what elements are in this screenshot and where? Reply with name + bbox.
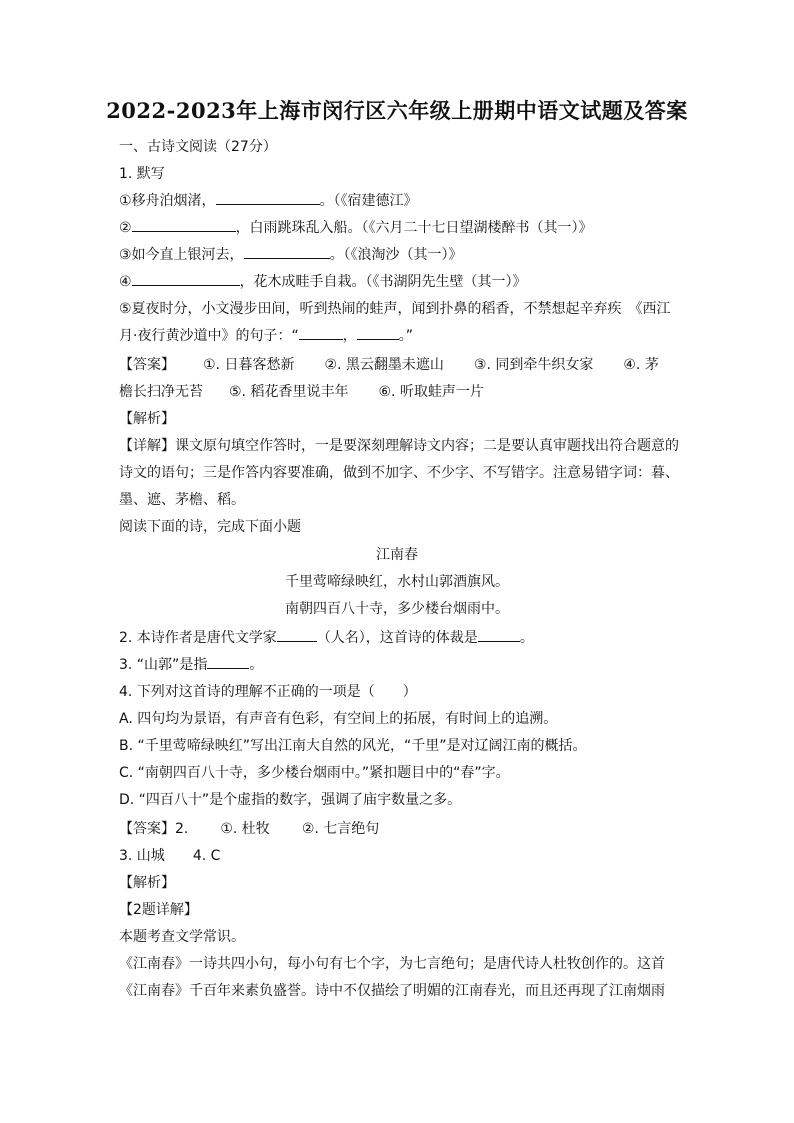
answer-blank: [207, 653, 249, 669]
question-4-option-d: D. “四百八十”是个虚指的数字，强调了庙宇数量之多。: [119, 792, 462, 808]
question-1-item-3: [119, 242, 679, 268]
answer-blank: [299, 324, 343, 340]
answer-blank: [216, 189, 320, 205]
question-2: [119, 625, 679, 651]
answer-row-2: [119, 379, 679, 405]
detail-paragraph: 诗文的语句；三是作答内容要准确，做到不加字、不少字、不写错字。注意易错字词：暮、: [119, 465, 679, 481]
question-4-option-b: B. “千里莺啼绿映红”写出江南大自然的风光，“千里”是对辽阔江南的概括。: [119, 738, 587, 754]
text-span: ，花木成畦手自栽。（《书湖阴先生壁（其一）》: [239, 274, 527, 290]
question-3: [119, 652, 679, 678]
text-span: 。”: [398, 328, 413, 344]
text-span: 3. “山郭”是指: [119, 657, 208, 673]
text-span: 。: [519, 630, 534, 646]
detail-paragraph: 《江南春》一诗共四小句，每小句有七个字，为七言绝句；是唐代诗人杜牧创作的。这首: [119, 956, 665, 972]
analysis-label: 【解析】: [119, 411, 175, 427]
answer-text: 4. C: [192, 848, 221, 864]
text-span: ，: [342, 328, 357, 344]
answer-row-4: [119, 843, 679, 869]
text-span: 。（《浪淘沙（其一）》: [329, 247, 463, 263]
text-span: ，白雨跳珠乱入船。（《六月二十七日望湖楼醉书（其一）》: [235, 220, 593, 236]
analysis-label: 【解析】: [119, 875, 175, 891]
question-1-item-5: ⑤夏夜时分，小文漫步田间，听到热闹的蛙声，闻到扑鼻的稻香，不禁想起辛弃疾 《西江: [119, 301, 671, 317]
answer-text: 3. 山城: [119, 848, 165, 864]
answer-text: ④. 茅: [623, 357, 659, 373]
answer-blank: [277, 626, 317, 642]
detail-label: 【2题详解】: [119, 902, 198, 918]
text-span: 。（《宿建德江》: [319, 193, 418, 209]
answer-text: ②. 七言绝句: [301, 821, 380, 837]
question-4-option-a: A. 四句均为景语，有声音有色彩，有空间上的拓展，有时间上的追溯。: [119, 711, 558, 727]
detail-paragraph: 《江南春》千百年来素负盛誉。诗中不仅描绘了明媚的江南春光，而且还再现了江南烟雨: [119, 983, 665, 999]
answer-text: ②. 黑云翻墨未遮山: [324, 357, 444, 373]
text-span: ④: [119, 274, 132, 290]
answer-row-1: [119, 352, 679, 378]
question-1-label: 1. 默写: [119, 166, 165, 182]
detail-paragraph: 【详解】课文原句填空作答时，一是要深刻理解诗文内容；二是要认真审题找出符合题意的: [119, 438, 679, 454]
answer-label: 【答案】2.: [119, 821, 189, 837]
text-span: 月·夜行黄沙道中》的句子：“: [119, 328, 299, 344]
question-4-option-c: C. “南朝四百八十寺，多少楼台烟雨中。”紧扣题目中的“春”字。: [119, 765, 510, 781]
answer-text: ③. 同到牵牛织女家: [473, 357, 594, 373]
page-title: 2022-2023年上海市闵行区六年级上册期中语文试题及答案: [106, 98, 688, 123]
section-heading: 一、古诗文阅读（27分）: [119, 139, 277, 155]
answer-label: 【答案】: [119, 357, 175, 373]
text-span: ②: [119, 220, 132, 236]
text-span: ③如今直上银河去，: [119, 247, 244, 263]
text-span: （人名），这首诗的体裁是: [316, 630, 478, 646]
text-span: 2. 本诗作者是唐代文学家: [119, 630, 277, 646]
answer-text: ①. 杜牧: [220, 821, 270, 837]
question-1-item-1: [119, 188, 679, 214]
question-4-stem: 4. 下列对这首诗的理解不正确的一项是（ ）: [119, 684, 417, 700]
poem-line: 南朝四百八十寺，多少楼台烟雨中。: [285, 601, 509, 617]
answer-text: ①. 日暮客愁新: [203, 357, 295, 373]
answer-blank: [478, 626, 520, 642]
detail-paragraph: 墨、遮、茅檐、稻。: [119, 492, 245, 508]
answer-blank: [132, 270, 240, 286]
poem-title: 江南春: [376, 547, 418, 563]
answer-text: 檐长扫净无苔: [119, 384, 203, 400]
question-1-item-2: [119, 215, 679, 241]
text-span: 。: [249, 657, 264, 673]
answer-row-3: [119, 816, 679, 842]
answer-blank: [132, 216, 236, 232]
question-1-item-4: [119, 269, 679, 295]
poem-line: 千里莺啼绿映红，水村山郭酒旗风。: [285, 574, 509, 590]
answer-text: ⑤. 稻花香里说丰年: [229, 384, 349, 400]
answer-text: ⑥. 听取蛙声一片: [378, 384, 484, 400]
answer-blank: [357, 324, 399, 340]
question-1-item-5-cont: [119, 323, 679, 349]
detail-paragraph: 本题考查文学常识。: [119, 929, 245, 945]
reading-prompt: 阅读下面的诗，完成下面小题: [119, 519, 301, 535]
answer-blank: [244, 243, 330, 259]
text-span: ①移舟泊烟渚，: [119, 193, 216, 209]
